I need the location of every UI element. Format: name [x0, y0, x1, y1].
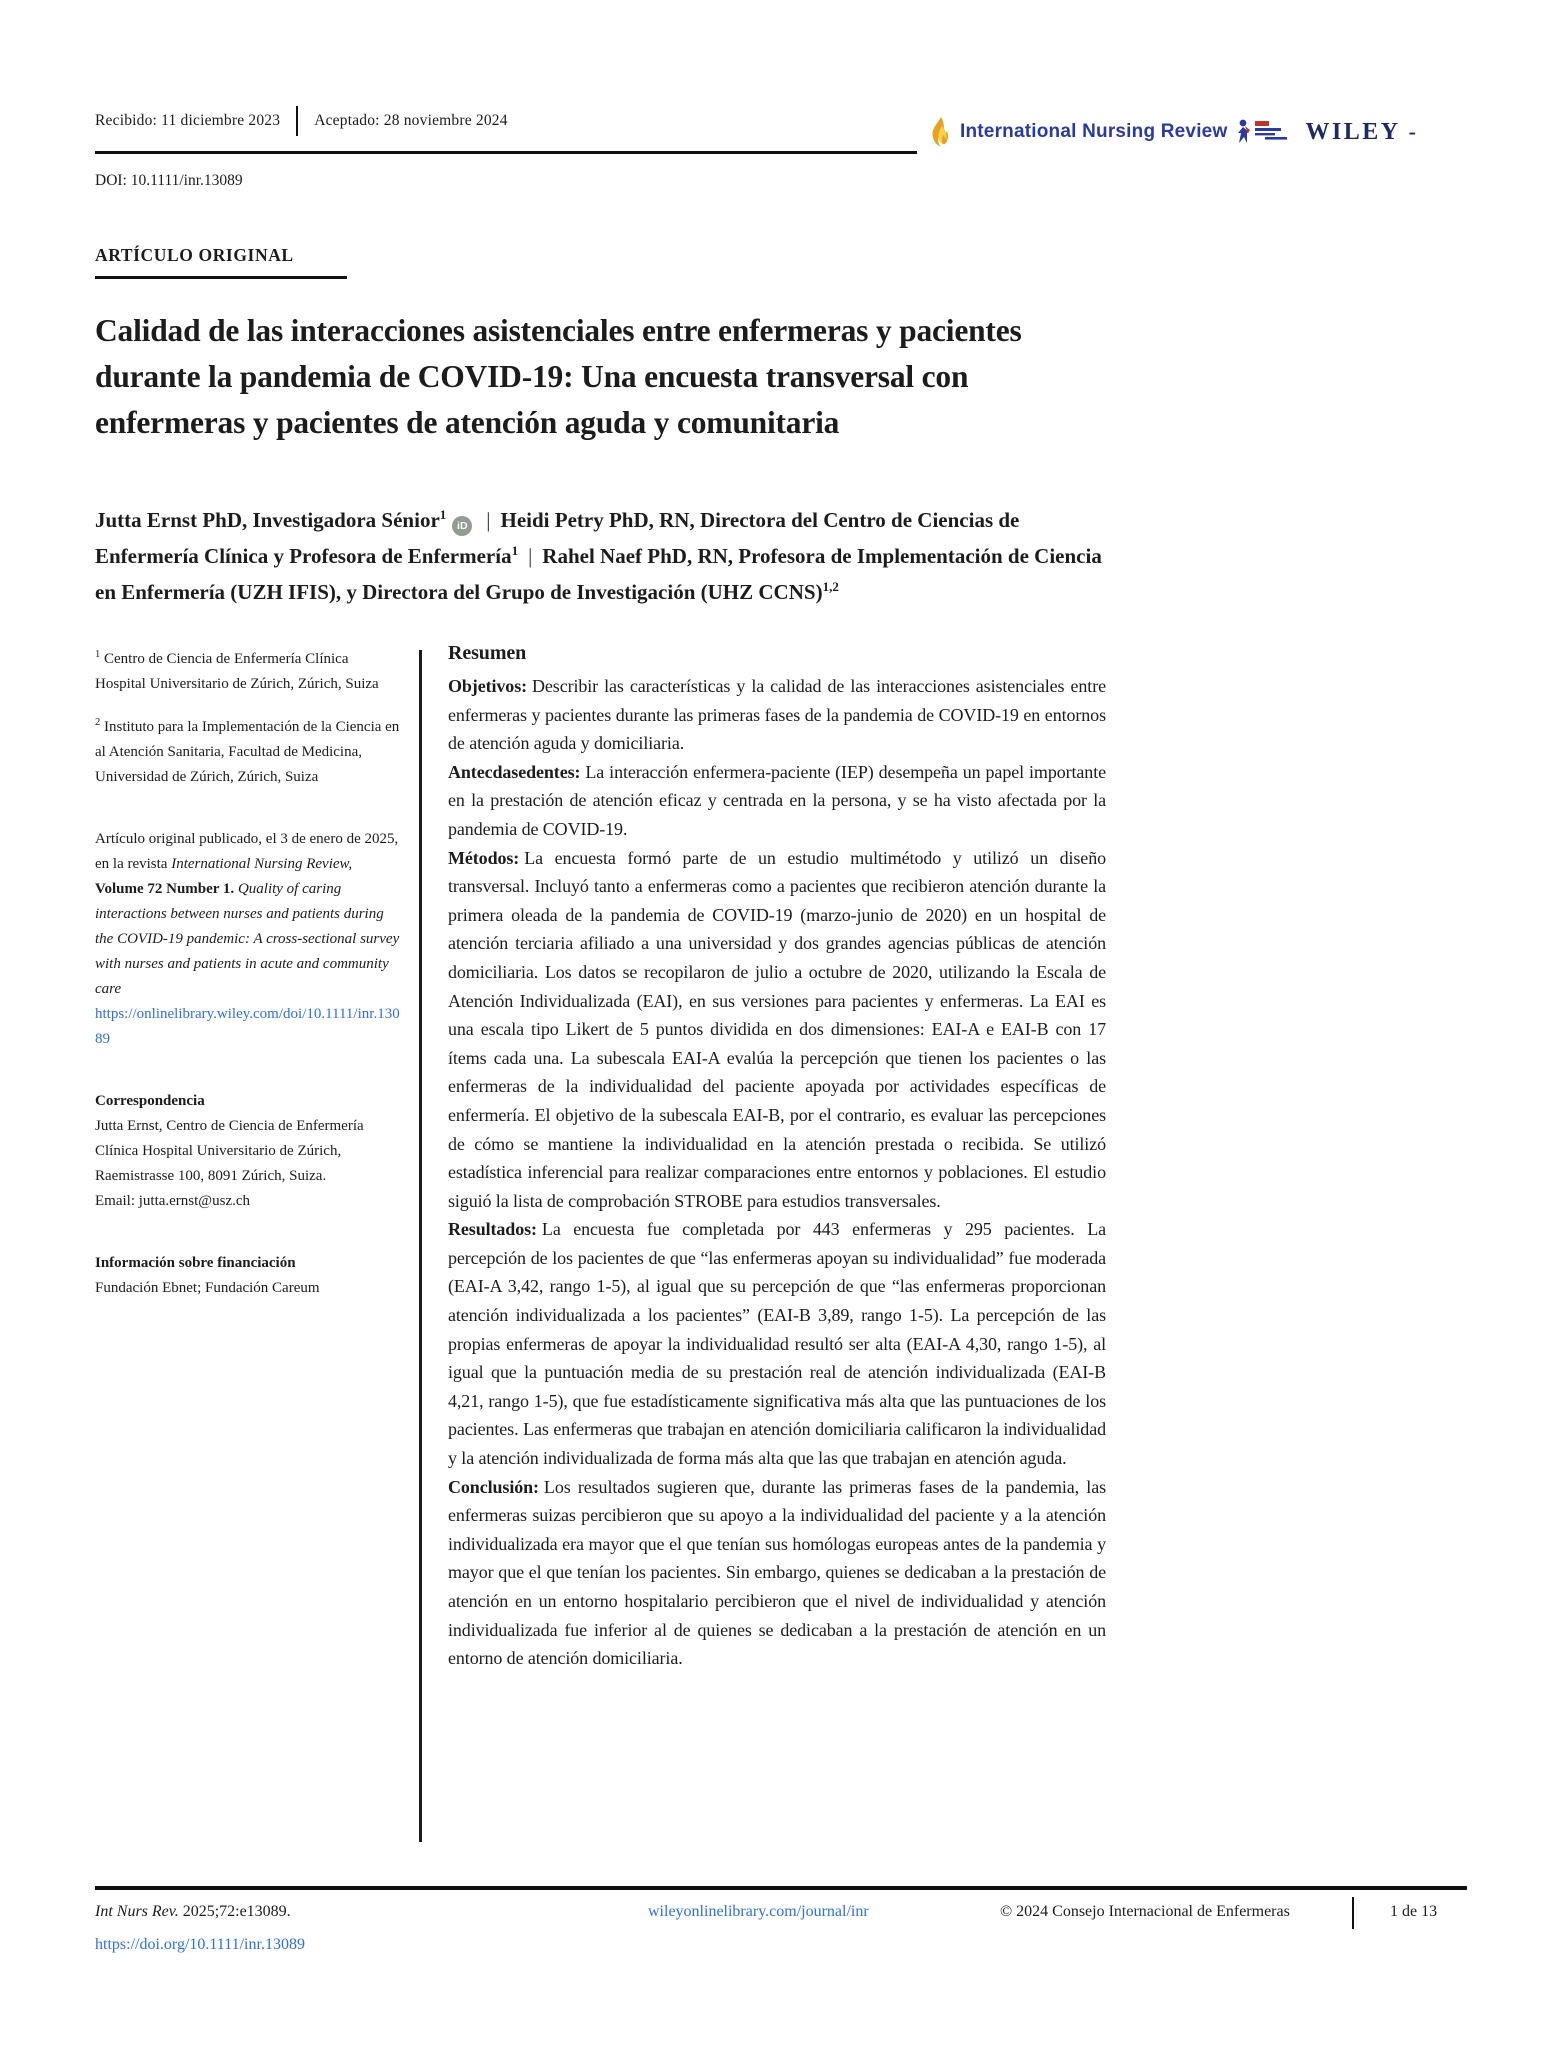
- author-2-affiliation-sup: 1: [511, 543, 519, 558]
- footer-journal-link: [648, 1903, 869, 1921]
- abstract-results-label: Resultados:: [448, 1219, 537, 1240]
- abstract-conclusion: [448, 1473, 1106, 1673]
- abstract-background-label: Antecdasedentes:: [448, 761, 581, 782]
- affiliation-2-sup: 2: [95, 717, 101, 728]
- accepted-date: Aceptado: 28 noviembre 2024: [314, 112, 508, 129]
- footer-divider: [1352, 1897, 1354, 1929]
- original-english-title: Quality of caring interactions between nurses and patients during the COVID-19 pandemic: A cross-sectional survey with nurses and patients in acute and community care: [95, 881, 400, 997]
- journal-branding: [928, 116, 1416, 148]
- flame-icon: [928, 116, 952, 148]
- abstract-conclusion-label: Conclusión:: [448, 1476, 539, 1497]
- icn-logo-icon: [1235, 117, 1287, 147]
- abstract-background: [448, 758, 1106, 844]
- abstract-methods-text: La encuesta formó parte de un estudio multimétodo y utilizó un diseño transversal. Incluyó tanto a enfermeras como a pacientes que recibieron atención durante la primera oleada de la pandemia de COVID-19 (marzo-junio de 2020) en un hospital de atención terciaria afiliado a una universidad y dos grandes agencias públicas de atención domiciliaria. Los datos se recopilaron de julio a octubre de 2020, utilizando la Escala de Atención Individualizada (EAI), en sus versiones para pacientes y enfermeras. La EAI es una escala tipo Likert de 5 puntos dividida en dos dimensiones: EAI-A e EAI-B con 17 ítems cada una. La subescala EAI-A evalúa la percepción que tienen los pacientes o las enfermeras de la individualidad del paciente apoyada por actividades específicas de enfermería. El objetivo de la subescala EAI-B, por el contrario, es evaluar las percepciones de cómo se mantiene la individualidad en la atención prestada o recibida. Se utilizó estadística inferencial para realizar comparaciones entre entornos y poblaciones. El estudio siguió la lista de comprobación STROBE para estudios transversales.: [448, 847, 1106, 1211]
- abstract-objectives-text: Describir las características y la calidad de las interacciones asistenciales entre enfermeras y pacientes durante las primeras fases de la pandemia de COVID-19 en entornos de atención aguda y domiciliaria.: [448, 676, 1106, 754]
- footer-doi-link: [95, 1936, 305, 1954]
- article-url-link[interactable]: https://onlinelibrary.wiley.com/doi/10.1111/inr.13089: [95, 1006, 400, 1047]
- publication-note-journal: International Nursing Review,: [171, 856, 353, 872]
- footer-journal-url[interactable]: wileyonlinelibrary.com/journal/inr: [648, 1903, 869, 1920]
- abstract-background-text: La interacción enfermera-paciente (IEP) desempeña un papel importante en la prestación de atención eficaz y centrada en la persona, y se ha visto afectada por la pandemia de COVID-19.: [448, 761, 1106, 839]
- footer-copyright: © 2024 Consejo Internacional de Enfermeras: [1000, 1903, 1290, 1920]
- header-rule: [95, 151, 917, 154]
- abstract-methods-label: Métodos:: [448, 847, 520, 868]
- footer-page-number: 1 de 13: [1390, 1903, 1438, 1920]
- affiliation-1: [95, 642, 403, 697]
- received-date: Recibido: 11 diciembre 2023: [95, 112, 281, 129]
- doi-text: DOI: 10.1111/inr.13089: [95, 172, 243, 189]
- receipt-dates-row: [95, 106, 508, 136]
- correspondence-heading: Correspondencia: [95, 1093, 205, 1109]
- article-type-label: ARTÍCULO ORIGINAL: [95, 245, 294, 265]
- abstract-section: [448, 638, 1106, 1673]
- affiliation-2: [95, 710, 403, 790]
- author-3: Rahel Naef PhD, RN, Profesora de Implementación de Ciencia en Enfermería (UZH IFIS), y Directora del Grupo de Investigación (UHZ CCNS): [95, 544, 1102, 604]
- footer-citation: [95, 1903, 291, 1921]
- abstract-methods: [448, 844, 1106, 1216]
- funding-body: Fundación Ebnet; Fundación Careum: [95, 1280, 320, 1296]
- journal-name: International Nursing Review: [960, 121, 1228, 142]
- author-3-affiliation-sup: 1,2: [822, 578, 839, 594]
- affiliation-2-text: Instituto para la Implementación de la Ciencia en al Atención Sanitaria, Facultad de Medicina, Universidad de Zúrich, Zúrich, Suiza: [95, 719, 400, 785]
- correspondence-address: Jutta Ernst, Centro de Ciencia de Enfermería Clínica Hospital Universitario de Zúrich, Raemistrasse 100, 8091 Zúrich, Suiza.: [95, 1118, 364, 1184]
- affiliation-1-text: Centro de Ciencia de Enfermería Clínica Hospital Universitario de Zúrich, Zúrich, Suiza: [95, 651, 379, 692]
- publication-note: [95, 827, 403, 1052]
- author-list: [95, 500, 1113, 607]
- affiliation-1-sup: 1: [95, 649, 101, 660]
- publisher-wordmark: WILEY: [1305, 118, 1401, 145]
- footer-rule: [95, 1886, 1467, 1890]
- author-2: Heidi Petry PhD, RN, Directora del Centro de Ciencias de Enfermería Clínica y Profesora de Enfermería: [95, 508, 1020, 568]
- author-separator: |: [486, 508, 491, 532]
- correspondence-email: Email: jutta.ernst@usz.ch: [95, 1193, 251, 1209]
- footer-citation-rest: 2025;72:e13089.: [178, 1903, 291, 1920]
- article-type-underline: [95, 276, 347, 279]
- article-info-sidebar: [95, 642, 403, 1314]
- dates-divider: [296, 106, 298, 136]
- abstract-divider-rule: [419, 650, 422, 1842]
- author-separator: |: [528, 544, 533, 568]
- title-line-3: enfermeras y pacientes de atención aguda y comunitaria: [95, 405, 840, 440]
- funding-block: [95, 1251, 403, 1301]
- funding-heading: Información sobre financiación: [95, 1255, 296, 1271]
- publication-note-lead: Artículo original publicado, el 3 de enero de 2025, en la revista: [95, 831, 399, 872]
- author-1: Jutta Ernst PhD, Investigadora Sénior: [95, 508, 440, 532]
- abstract-heading: Resumen: [448, 642, 527, 664]
- title-line-1: Calidad de las interacciones asistenciales entre enfermeras y pacientes: [95, 313, 1022, 348]
- author-1-affiliation-sup: 1: [439, 507, 447, 522]
- abstract-results: [448, 1215, 1106, 1472]
- correspondence-block: [95, 1089, 403, 1214]
- abstract-conclusion-text: Los resultados sugieren que, durante las primeras fases de la pandemia, las enfermeras suizas percibieron que su apoyo a la individualidad del paciente y a la atención individualizada era mayor que el que tenían sus homólogas europeas antes de la pandemia y mayor que el que tenían los pacientes. Sin embargo, quienes se dedicaban a la prestación de atención en un entorno hospitalario percibieron que el nivel de individualidad y atención individualizada fue inferior al de quienes se dedicaban a la prestación de atención en un entorno de atención domiciliaria.: [448, 1476, 1106, 1669]
- orcid-icon[interactable]: iD: [452, 516, 472, 536]
- publisher-dash: -: [1408, 119, 1416, 144]
- article-title: [95, 308, 1115, 446]
- footer-doi-url[interactable]: https://doi.org/10.1111/inr.13089: [95, 1936, 305, 1953]
- abstract-objectives: [448, 672, 1106, 758]
- publication-note-volume: Volume 72 Number 1.: [95, 881, 238, 897]
- abstract-objectives-label: Objetivos:: [448, 676, 527, 696]
- title-line-2: durante la pandemia de COVID-19: Una encuesta transversal con: [95, 359, 969, 394]
- footer-citation-journal: Int Nurs Rev.: [95, 1903, 179, 1920]
- abstract-results-text: La encuesta fue completada por 443 enfermeras y 295 pacientes. La percepción de los pacientes de que “las enfermeras apoyan su individualidad” fue moderada (EAI-A 3,42, rango 1-5), al igual que su percepción de que “las enfermeras proporcionan atención individualizada a los pacientes” (EAI-B 3,89, rango 1-5). La percepción de las propias enfermeras de apoyar la individualidad resultó ser alta (EAI-A 4,30, rango 1-5), al igual que la puntuación media de su prestación real de atención individualizada (EAI-B 4,21, rango 1-5), que fue estadísticamente significativa más alta que las puntuaciones de los pacientes. Las enfermeras que trabajan en atención domiciliaria calificaron la individualidad y la atención individualizada de forma más alta que las que trabajan en atención aguda.: [448, 1219, 1106, 1469]
